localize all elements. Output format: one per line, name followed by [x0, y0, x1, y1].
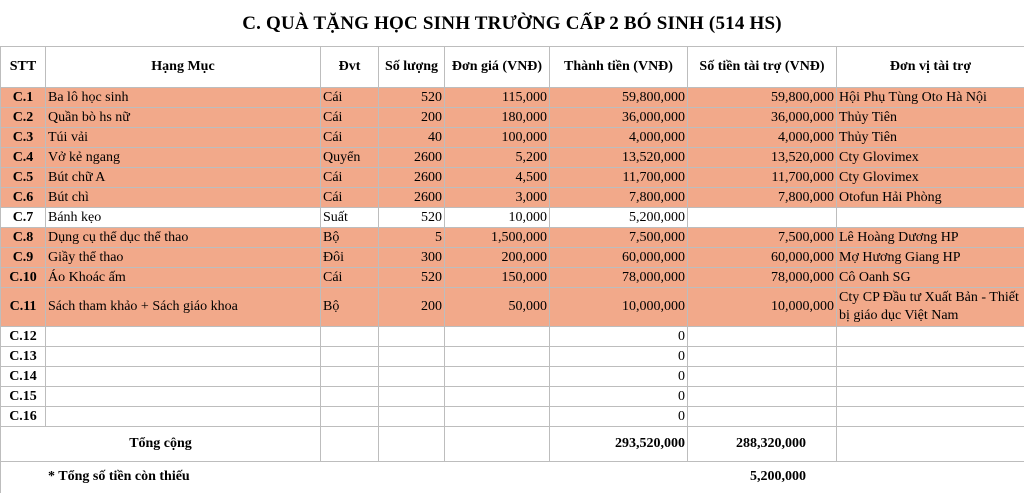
cell-qty[interactable]: 40 [379, 128, 445, 148]
cell-price[interactable] [445, 387, 550, 407]
cell-price[interactable]: 115,000 [445, 88, 550, 108]
cell-unit[interactable]: Cái [321, 108, 379, 128]
totals-label[interactable]: Tổng cộng [1, 427, 321, 462]
cell-price[interactable]: 1,500,000 [445, 228, 550, 248]
cell-sponsored[interactable]: 13,520,000 [688, 148, 837, 168]
cell-item[interactable]: Quần bò hs nữ [46, 108, 321, 128]
header-sponsor[interactable]: Đơn vị tài trợ [837, 47, 1024, 88]
cell-unit[interactable]: Đôi [321, 248, 379, 268]
cell-stt[interactable]: C.12 [1, 327, 46, 347]
cell-price[interactable]: 3,000 [445, 188, 550, 208]
cell-total[interactable]: 0 [550, 407, 688, 427]
cell-sponsored[interactable]: 36,000,000 [688, 108, 837, 128]
cell-total[interactable]: 59,800,000 [550, 88, 688, 108]
cell-unit[interactable] [321, 387, 379, 407]
cell-total[interactable]: 7,500,000 [550, 228, 688, 248]
cell-unit[interactable]: Quyển [321, 148, 379, 168]
cell-total[interactable]: 36,000,000 [550, 108, 688, 128]
cell-item[interactable]: Bút chữ A [46, 168, 321, 188]
shortfall-label[interactable]: * Tổng số tiền còn thiếu [46, 462, 688, 493]
cell-sponsor[interactable] [837, 208, 1024, 228]
cell-stt[interactable]: C.15 [1, 387, 46, 407]
cell-unit[interactable] [321, 407, 379, 427]
cell-sponsored[interactable]: 60,000,000 [688, 248, 837, 268]
cell-stt[interactable]: C.16 [1, 407, 46, 427]
cell-sponsor[interactable]: Lê Hoàng Dương HP [837, 228, 1024, 248]
cell-unit[interactable]: Cái [321, 168, 379, 188]
cell-qty[interactable]: 2600 [379, 148, 445, 168]
cell-sponsored[interactable]: 7,800,000 [688, 188, 837, 208]
header-stt[interactable]: STT [1, 47, 46, 88]
sheet-title: C. QUÀ TẶNG HỌC SINH TRƯỜNG CẤP 2 BÓ SINH (514 HS) [0, 0, 1024, 46]
cell-qty[interactable] [379, 387, 445, 407]
cell-sponsor[interactable]: Cty Glovimex [837, 148, 1024, 168]
cell-item[interactable] [46, 367, 321, 387]
cell-total[interactable]: 13,520,000 [550, 148, 688, 168]
header-row [1, 47, 1024, 88]
cell-sponsored[interactable]: 78,000,000 [688, 268, 837, 288]
cell-sponsor[interactable] [837, 407, 1024, 427]
table-row [1, 407, 1024, 427]
cell-sponsor[interactable] [837, 367, 1024, 387]
cell-item[interactable]: Vở kẻ ngang [46, 148, 321, 168]
table-row [1, 148, 1024, 168]
cell-unit[interactable]: Bộ [321, 288, 379, 327]
cell-unit[interactable]: Cái [321, 268, 379, 288]
cell-unit[interactable]: Cái [321, 128, 379, 148]
header-total[interactable]: Thành tiền (VNĐ) [550, 47, 688, 88]
cell-sponsored[interactable]: 10,000,000 [688, 288, 837, 327]
table-row [1, 288, 1024, 327]
cell-item[interactable]: Ba lô học sinh [46, 88, 321, 108]
cell-price[interactable]: 180,000 [445, 108, 550, 128]
shortfall-value[interactable]: 5,200,000 [688, 462, 837, 493]
cell-item[interactable]: Bánh kẹo [46, 208, 321, 228]
cell-total[interactable]: 10,000,000 [550, 288, 688, 327]
cell-qty[interactable]: 5 [379, 228, 445, 248]
cell-stt[interactable]: C.2 [1, 108, 46, 128]
cell-unit[interactable] [321, 367, 379, 387]
cell-price[interactable]: 10,000 [445, 208, 550, 228]
cell-qty[interactable]: 300 [379, 248, 445, 268]
cell-price[interactable] [445, 327, 550, 347]
cell-unit[interactable] [321, 327, 379, 347]
cell-price[interactable] [445, 407, 550, 427]
cell-price[interactable]: 4,500 [445, 168, 550, 188]
cell-qty[interactable]: 520 [379, 268, 445, 288]
table-row [1, 327, 1024, 347]
cell-stt[interactable]: C.1 [1, 88, 46, 108]
cell-stt[interactable]: C.4 [1, 148, 46, 168]
totals-total[interactable]: 293,520,000 [550, 427, 688, 462]
cell-unit[interactable]: Cái [321, 88, 379, 108]
cell-qty[interactable]: 520 [379, 208, 445, 228]
table-row [1, 188, 1024, 208]
cell-total[interactable]: 7,800,000 [550, 188, 688, 208]
shortfall-empty-cell[interactable] [837, 462, 1024, 493]
gift-table [0, 46, 1024, 493]
cell-price[interactable]: 200,000 [445, 248, 550, 268]
cell-sponsor[interactable]: Thủy Tiên [837, 128, 1024, 148]
cell-sponsor[interactable] [837, 347, 1024, 367]
cell-qty[interactable]: 200 [379, 288, 445, 327]
cell-sponsored[interactable]: 11,700,000 [688, 168, 837, 188]
cell-qty[interactable] [379, 347, 445, 367]
cell-stt[interactable]: C.11 [1, 288, 46, 327]
totals-row [1, 427, 1024, 462]
cell-qty[interactable] [379, 327, 445, 347]
cell-price[interactable]: 5,200 [445, 148, 550, 168]
table-row [1, 168, 1024, 188]
table-row [1, 108, 1024, 128]
cell-total[interactable]: 0 [550, 327, 688, 347]
cell-total[interactable]: 4,000,000 [550, 128, 688, 148]
cell-total[interactable]: 5,200,000 [550, 208, 688, 228]
table-row [1, 128, 1024, 148]
cell-item[interactable] [46, 407, 321, 427]
cell-item[interactable]: Bút chì [46, 188, 321, 208]
table-row [1, 248, 1024, 268]
totals-sponsored[interactable]: 288,320,000 [688, 427, 837, 462]
cell-price[interactable]: 100,000 [445, 128, 550, 148]
cell-item[interactable]: Giầy thể thao [46, 248, 321, 268]
cell-sponsor[interactable] [837, 387, 1024, 407]
cell-price[interactable] [445, 367, 550, 387]
cell-stt[interactable]: C.5 [1, 168, 46, 188]
cell-sponsor[interactable]: Thủy Tiên [837, 108, 1024, 128]
cell-sponsor[interactable] [837, 327, 1024, 347]
cell-total[interactable]: 0 [550, 347, 688, 367]
cell-item[interactable]: Dụng cụ thể dục thể thao [46, 228, 321, 248]
cell-sponsored[interactable] [688, 367, 837, 387]
table-row [1, 208, 1024, 228]
cell-sponsor[interactable]: Cty Glovimex [837, 168, 1024, 188]
cell-sponsored[interactable] [688, 347, 837, 367]
cell-item[interactable] [46, 347, 321, 367]
cell-stt[interactable]: C.3 [1, 128, 46, 148]
table-row [1, 88, 1024, 108]
cell-item[interactable] [46, 387, 321, 407]
cell-sponsored[interactable] [688, 407, 837, 427]
cell-sponsor[interactable]: Cô Oanh SG [837, 268, 1024, 288]
cell-sponsor[interactable]: Hội Phụ Tùng Oto Hà Nội [837, 88, 1024, 108]
cell-stt[interactable]: C.8 [1, 228, 46, 248]
cell-price[interactable] [445, 347, 550, 367]
cell-sponsored[interactable]: 59,800,000 [688, 88, 837, 108]
cell-sponsor[interactable]: Otofun Hải Phòng [837, 188, 1024, 208]
header-qty[interactable]: Số lượng [379, 47, 445, 88]
cell-item[interactable] [46, 327, 321, 347]
table-row [1, 367, 1024, 387]
cell-total[interactable]: 78,000,000 [550, 268, 688, 288]
totals-empty-cell[interactable] [837, 427, 1024, 462]
cell-sponsored[interactable] [688, 208, 837, 228]
table-row [1, 228, 1024, 248]
cell-sponsor[interactable]: Cty CP Đầu tư Xuất Bản - Thiết bị giáo dục Việt Nam [837, 288, 1024, 327]
cell-stt[interactable]: C.7 [1, 208, 46, 228]
header-sponsored[interactable]: Số tiền tài trợ (VNĐ) [688, 47, 837, 88]
cell-stt[interactable]: C.9 [1, 248, 46, 268]
cell-stt[interactable]: C.13 [1, 347, 46, 367]
cell-qty[interactable] [379, 407, 445, 427]
cell-item[interactable]: Áo Khoác ấm [46, 268, 321, 288]
cell-qty[interactable]: 200 [379, 108, 445, 128]
table-row [1, 347, 1024, 367]
cell-qty[interactable]: 520 [379, 88, 445, 108]
cell-price[interactable]: 50,000 [445, 288, 550, 327]
header-item[interactable]: Hạng Mục [46, 47, 321, 88]
totals-empty-cell[interactable] [445, 427, 550, 462]
cell-price[interactable]: 150,000 [445, 268, 550, 288]
cell-unit[interactable]: Bộ [321, 228, 379, 248]
cell-sponsored[interactable] [688, 387, 837, 407]
shortfall-row [1, 462, 1024, 493]
cell-qty[interactable] [379, 367, 445, 387]
cell-item[interactable]: Túi vải [46, 128, 321, 148]
totals-empty-cell[interactable] [321, 427, 379, 462]
cell-total[interactable]: 11,700,000 [550, 168, 688, 188]
table-row [1, 268, 1024, 288]
cell-unit[interactable]: Suất [321, 208, 379, 228]
table-row [1, 387, 1024, 407]
totals-empty-cell[interactable] [379, 427, 445, 462]
header-price[interactable]: Đơn giá (VNĐ) [445, 47, 550, 88]
cell-stt[interactable]: C.6 [1, 188, 46, 208]
header-unit[interactable]: Đvt [321, 47, 379, 88]
cell-sponsored[interactable] [688, 327, 837, 347]
cell-unit[interactable] [321, 347, 379, 367]
cell-stt[interactable]: C.10 [1, 268, 46, 288]
cell-qty[interactable]: 2600 [379, 168, 445, 188]
cell-unit[interactable]: Cái [321, 188, 379, 208]
cell-sponsor[interactable]: Mợ Hương Giang HP [837, 248, 1024, 268]
cell-stt[interactable]: C.14 [1, 367, 46, 387]
cell-sponsored[interactable]: 7,500,000 [688, 228, 837, 248]
cell-sponsored[interactable]: 4,000,000 [688, 128, 837, 148]
shortfall-empty-cell[interactable] [1, 462, 46, 493]
cell-total[interactable]: 0 [550, 367, 688, 387]
cell-qty[interactable]: 2600 [379, 188, 445, 208]
cell-total[interactable]: 0 [550, 387, 688, 407]
cell-item[interactable]: Sách tham khảo + Sách giáo khoa [46, 288, 321, 327]
cell-total[interactable]: 60,000,000 [550, 248, 688, 268]
